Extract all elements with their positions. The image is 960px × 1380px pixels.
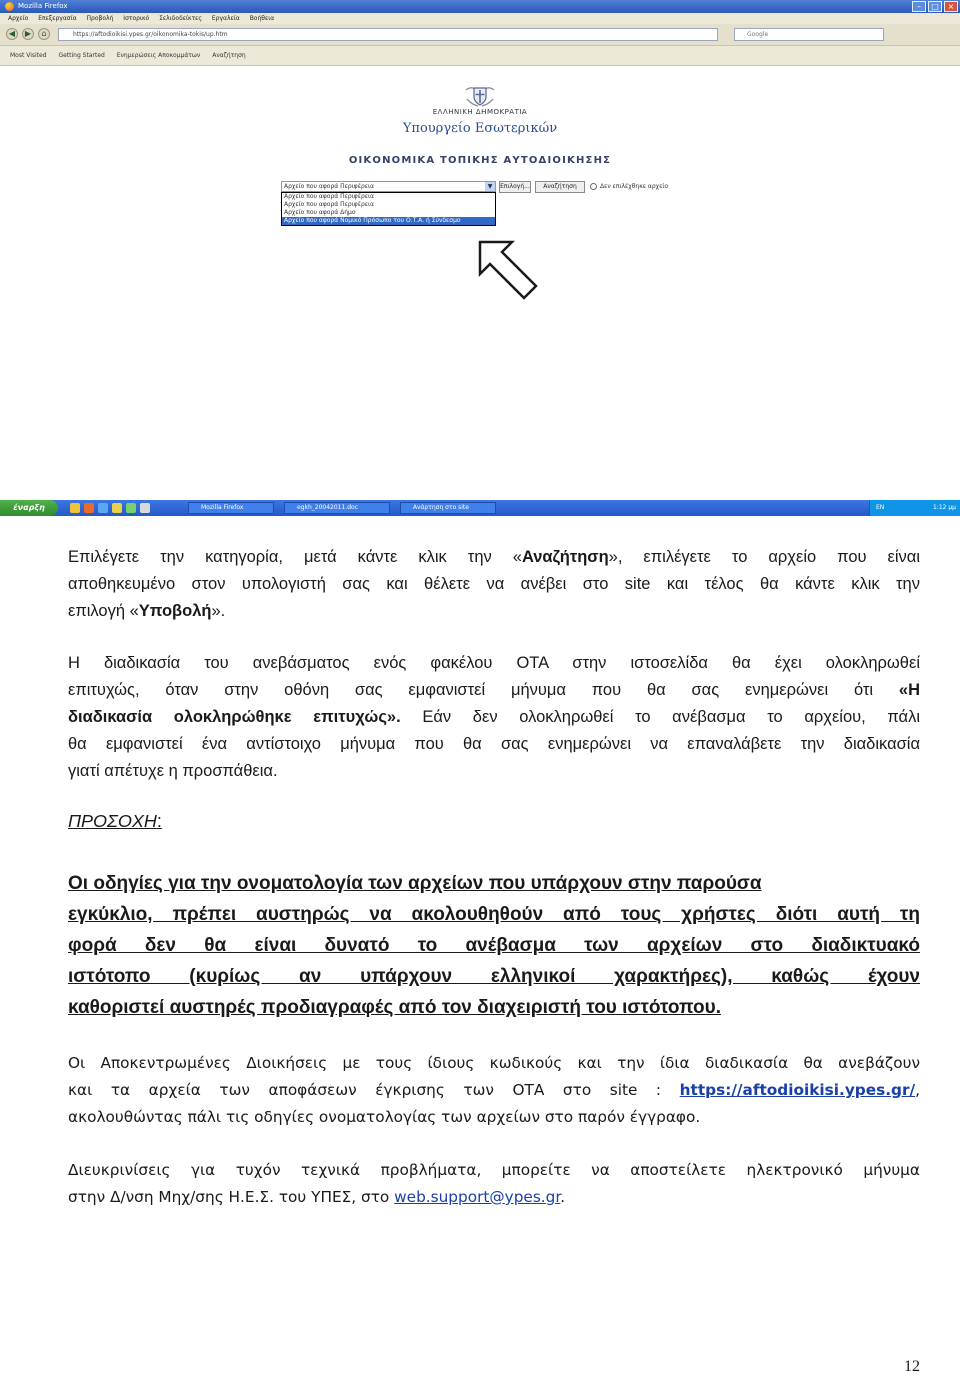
taskbar-item[interactable]: Ανάρτηση στο site — [400, 502, 496, 514]
text-line: Οι Αποκεντρωμένες Διοικήσεις με τους ίδιους κωδικούς και την ίδια διαδικασία θα ανεβάζουν — [68, 1054, 920, 1072]
text-line: ιστότοπο (κυρίως αν υπάρχουν ελληνικοί χαρακτήρες), καθώς έχουν — [68, 966, 920, 987]
text-line: ακολουθώντας πάλι τις οδηγίες ονοματολογίας των αρχείων στο παρόν έγγραφο. — [68, 1108, 701, 1126]
support-paragraph — [68, 1157, 920, 1211]
text-line: καθοριστεί αυστηρές προδιαγραφές από τον διαχειριστή του ιστότοπου. — [68, 997, 721, 1018]
decentralized-admin-paragraph — [68, 1050, 920, 1131]
forward-icon[interactable]: ▶ — [22, 28, 34, 40]
navigation-toolbar — [0, 24, 960, 46]
page-number: 12 — [904, 1358, 920, 1375]
bookmark-item[interactable]: Ενημερώσεις Αποκομμάτων — [116, 52, 201, 59]
window-titlebar — [0, 0, 960, 13]
windows-taskbar — [0, 500, 960, 516]
bookmarks-toolbar — [0, 46, 960, 66]
text-line: Οι οδηγίες για την ονοματολογία των αρχείων που υπάρχουν στην παρούσα — [68, 873, 762, 894]
instructions-paragraph — [68, 544, 920, 625]
quicklaunch-icon[interactable] — [84, 503, 94, 513]
text-line: διαδικασία ολοκληρώθηκε επιτυχώς». Εάν δεν ολοκληρωθεί το ανέβασμα το αρχείου, πάλι — [68, 708, 921, 726]
text-line: φορά δεν θα είναι δυνατό το ανέβασμα των αρχείων στο διαδικτυακό — [68, 935, 920, 956]
home-icon[interactable]: ⌂ — [38, 28, 50, 40]
minimize-button[interactable]: – — [912, 1, 926, 12]
menu-item-help[interactable]: Βοήθεια — [249, 15, 275, 22]
category-selected-value: Αρχείο που αφορά Περιφέρεια — [284, 183, 374, 190]
quicklaunch-icon[interactable] — [140, 503, 150, 513]
file-status-label: Δεν επιλέχθηκε αρχείο — [600, 183, 669, 190]
search-button[interactable]: Αναζήτηση — [535, 181, 585, 193]
republic-label: ΕΛΛΗΝΙΚΗ ΔΗΜΟΚΡΑΤΙΑ — [432, 108, 528, 116]
text-line: Επιλέγετε την κατηγορία, μετά κάντε κλικ την «Αναζήτηση», επιλέγετε το αρχείο που είναι — [68, 548, 920, 566]
greek-coat-of-arms-icon — [463, 84, 497, 108]
menu-item-edit[interactable]: Επεξεργασία — [38, 15, 77, 22]
text-line: εγκύκλιο, πρέπει αυστηρώς να ακολουθηθούν από τους χρήστες διότι αυτή τη — [68, 904, 920, 925]
text-line: Η διαδικασία του ανεβάσματος ενός φακέλου ΟΤΑ στην ιστοσελίδα θα έχει ολοκληρωθεί — [68, 654, 920, 672]
site-title: ΟΙΚΟΝΟΜΙΚΑ ΤΟΠΙΚΗΣ ΑΥΤΟΔΙΟΙΚΗΣΗΣ — [348, 155, 612, 166]
maximize-button[interactable]: □ — [928, 1, 942, 12]
category-dropdown-list — [281, 192, 496, 226]
category-option-selected[interactable]: Αρχείο που αφορά Νομικό Πρόσωπο του Ο.Τ.Α. ή Σύνδεσμο — [282, 217, 495, 225]
category-select[interactable] — [281, 181, 496, 192]
menu-item-file[interactable]: Αρχείο — [8, 15, 29, 22]
menu-item-bookmarks[interactable]: Σελιδοδείκτες — [159, 15, 202, 22]
category-option[interactable]: Αρχείο που αφορά Περιφέρεια — [284, 201, 374, 208]
quicklaunch-icon[interactable] — [98, 503, 108, 513]
language-indicator[interactable]: EN — [876, 504, 885, 511]
ministry-label: Υπουργείο Εσωτερικών — [402, 121, 558, 136]
pointer-arrow-icon — [478, 240, 544, 302]
upload-completion-paragraph — [68, 650, 920, 785]
menu-item-tools[interactable]: Εργαλεία — [211, 15, 240, 22]
aftodioikisi-link[interactable]: https://aftodioikisi.ypes.gr/ — [679, 1081, 916, 1099]
search-box[interactable]: Google — [734, 28, 884, 41]
bookmark-item[interactable]: Getting Started — [58, 52, 105, 59]
text-line: θα εμφανιστεί ένα αντίστοιχο μήνυμα που θα σας ενημερώνει να επαναλάβετε την διαδικασία — [68, 735, 920, 753]
quicklaunch-icon[interactable] — [70, 503, 80, 513]
taskbar-item[interactable]: Mozilla Firefox — [188, 502, 274, 514]
menu-bar — [0, 13, 960, 24]
text-line: αποθηκευμένο στον υπολογιστή σας και θέλετε να ανέβει στο site και τέλος θα κάντε κλικ την — [68, 575, 920, 593]
browse-button[interactable]: Επιλογή... — [499, 181, 531, 193]
clock: 1:12 μμ — [932, 504, 956, 511]
address-bar[interactable]: https://aftodioikisi.ypes.gr/oikonomika-tokis/up.htm — [58, 28, 718, 41]
text-line: επιλογή «Υποβολή». — [68, 602, 226, 620]
text-line: Διευκρινίσεις για τυχόν τεχνικά προβλήματα, μπορείτε να αποστείλετε ηλεκτρονικό μήνυμα — [68, 1161, 920, 1179]
text-line: στην Δ/νση Μηχ/σης Η.Ε.Σ. του ΥΠΕΣ, στο web.support@ypes.gr. — [68, 1188, 566, 1206]
back-icon[interactable]: ◀ — [6, 28, 18, 40]
browser-screenshot — [0, 0, 960, 516]
menu-item-view[interactable]: Προβολή — [86, 15, 114, 22]
warning-heading: ΠΡΟΣΟΧΗ: — [68, 811, 162, 831]
bookmark-item[interactable]: Αναζήτηση — [212, 52, 246, 59]
warning-text — [68, 868, 920, 1023]
start-button[interactable]: έναρξη — [0, 500, 58, 516]
taskbar-item[interactable]: egkh_20042011.doc — [284, 502, 390, 514]
file-radio[interactable] — [590, 183, 597, 190]
quicklaunch-icon[interactable] — [126, 503, 136, 513]
menu-item-history[interactable]: Ιστορικό — [123, 15, 150, 22]
support-email-link[interactable]: web.support@ypes.gr — [394, 1188, 561, 1206]
category-option[interactable]: Αρχείο που αφορά Δήμο — [284, 209, 356, 216]
chevron-down-icon[interactable]: ▼ — [485, 182, 495, 191]
system-tray — [869, 500, 960, 516]
category-option[interactable]: Αρχείο που αφορά Περιφέρεια — [284, 193, 374, 200]
firefox-icon — [5, 2, 14, 11]
text-line: και τα αρχεία των αποφάσεων έγκρισης των ΟΤΑ στο site : https://aftodioikisi.ypes.gr/, — [68, 1081, 920, 1099]
quicklaunch-icon[interactable] — [112, 503, 122, 513]
window-title: Mozilla Firefox — [18, 2, 68, 10]
bookmark-item[interactable]: Most Visited — [10, 52, 47, 59]
text-line: επιτυχώς, όταν στην οθόνη σας εμφανιστεί μήνυμα που θα σας ενημερώνει ότι «Η — [68, 681, 920, 699]
close-button[interactable]: × — [944, 1, 958, 12]
text-line: γιατί απέτυχε η προσπάθεια. — [68, 762, 278, 780]
